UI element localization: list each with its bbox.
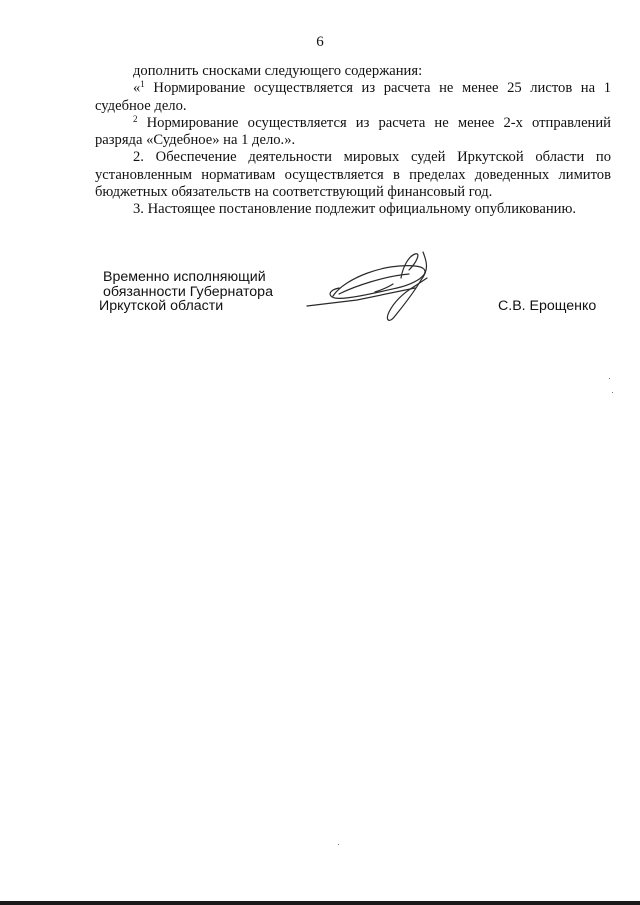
quote-open: « — [133, 80, 141, 97]
paragraph-intro: дополнить сносками следующего содержания: — [133, 63, 423, 79]
footnote-marker-1: 1 — [140, 79, 145, 90]
handwritten-signature-icon — [305, 248, 455, 328]
paragraph-item-2: 2. Обеспечение деятельности мировых судей Иркутской области по установленным нормативам осуществляется в пределах доведенных лимитов бюджетных обязательств на соответствующий финансовый год. — [95, 149, 611, 201]
signatory-title — [99, 269, 273, 314]
scan-speck — [609, 378, 610, 379]
signatory-title-line-2: обязанности Губернатора — [103, 283, 273, 300]
footnote-2-text: Нормирование осуществляется из расчета не менее 2-х отправлений разряда «Судебное» на 1 дело.». — [95, 114, 611, 149]
page-number: 6 — [316, 34, 324, 50]
footnote-marker-2: 2 — [133, 113, 138, 124]
scan-speck — [338, 844, 339, 845]
footnote-1-text: Нормирование осуществляется из расчета не менее 25 листов на 1 судебное дело. — [95, 80, 611, 114]
signatory-title-line-3: Иркутской области — [99, 298, 224, 314]
signatory-title-line-1: Временно исполняющий — [103, 269, 266, 285]
paragraph-footnote-1 — [95, 80, 611, 115]
scan-speck — [612, 392, 613, 393]
signer-name: С.В. Ерощенко — [498, 298, 597, 314]
document-body — [95, 63, 611, 219]
paragraph-footnote-2 — [95, 115, 611, 150]
paragraph-item-3: 3. Настоящее постановление подлежит официальному опубликованию. — [133, 201, 577, 218]
scan-bottom-edge — [0, 901, 640, 905]
